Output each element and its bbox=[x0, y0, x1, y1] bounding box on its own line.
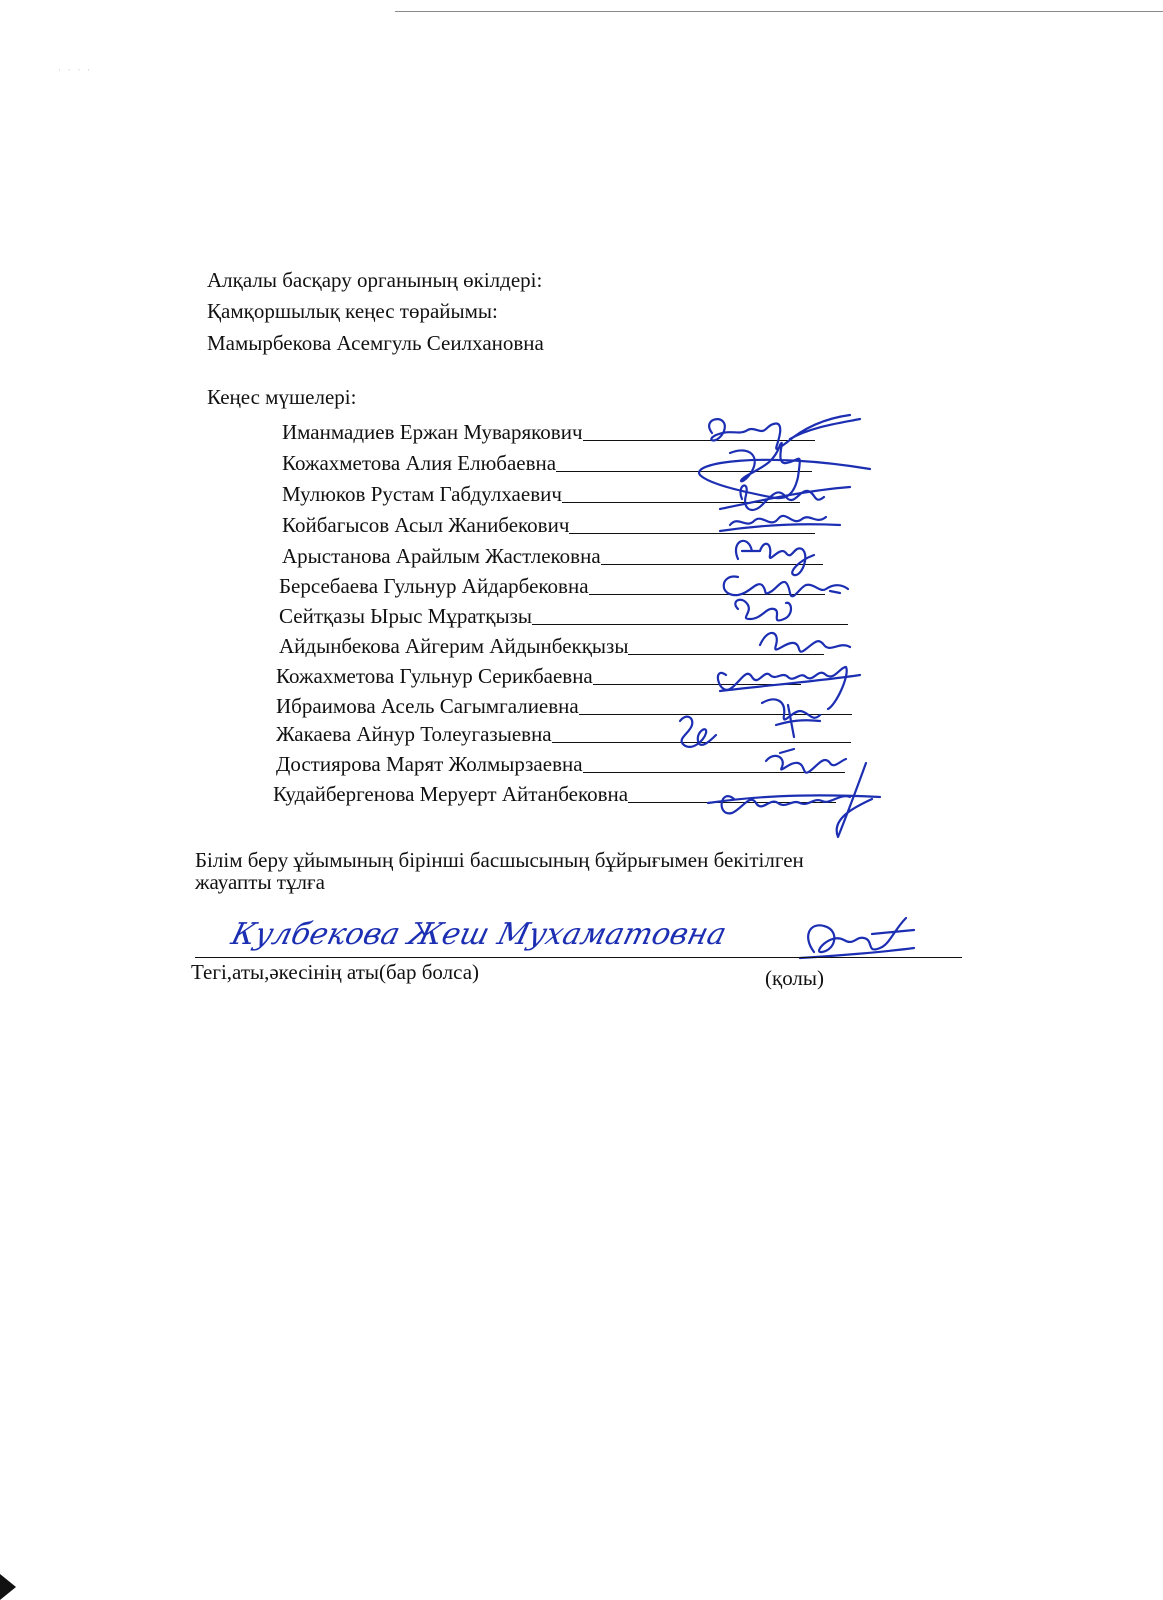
member-name: Мулюков Рустам Габдулхаевич bbox=[282, 482, 562, 506]
chair-label: Қамқоршылық кеңес төрайымы: bbox=[207, 299, 498, 323]
member-name: Койбагысов Асыл Жанибекович bbox=[282, 513, 570, 537]
member-name: Сейтқазы Ырыс Мұратқызы bbox=[279, 604, 533, 628]
representatives-label: Алқалы басқару органының өкілдері: bbox=[207, 268, 543, 292]
signature-caption: (қолы) bbox=[765, 966, 825, 990]
member-name: Ибраимова Асель Сагымгалиевна bbox=[276, 694, 579, 718]
member-name: Кожахметова Гульнур Серикбаевна bbox=[276, 664, 593, 688]
member-name: Иманмадиев Ержан Муварякович bbox=[282, 420, 583, 444]
member-name: Арыстанова Арайлым Жастлековна bbox=[282, 544, 601, 568]
member-name: Кудайбергенова Меруерт Айтанбековна bbox=[273, 782, 629, 806]
member-name: Кожахметова Алия Елюбаевна bbox=[282, 451, 557, 475]
handwritten-fullname: Кулбекова Жеш Мухаматовна bbox=[227, 917, 730, 952]
member-name: Айдынбекова Айгерим Айдынбекқызы bbox=[279, 634, 629, 658]
responsible-label-line2: жауапты тұлға bbox=[195, 870, 325, 894]
chair-name: Мамырбекова Асемгуль Сеилхановна bbox=[207, 331, 544, 355]
fullname-caption: Тегі,аты,әкесінің аты(бар болса) bbox=[191, 960, 480, 984]
scan-corner-mark bbox=[0, 1574, 16, 1600]
scan-edge-line bbox=[395, 11, 1163, 12]
scan-noise: · · · · bbox=[58, 66, 93, 76]
responsible-label-line1: Білім беру ұйымының бірінші басшысының бұйрығымен бекітілген bbox=[195, 848, 804, 872]
member-name: Берсебаева Гульнур Айдарбековна bbox=[279, 574, 589, 598]
handwritten-signature bbox=[690, 405, 890, 845]
members-label: Кеңес мүшелері: bbox=[207, 385, 357, 409]
responsible-signature bbox=[794, 912, 924, 972]
member-name: Жакаева Айнур Толеугазыевна bbox=[276, 722, 552, 746]
fullname-signature-line bbox=[195, 957, 962, 958]
member-name: Достиярова Марят Жолмырзаевна bbox=[276, 752, 583, 776]
